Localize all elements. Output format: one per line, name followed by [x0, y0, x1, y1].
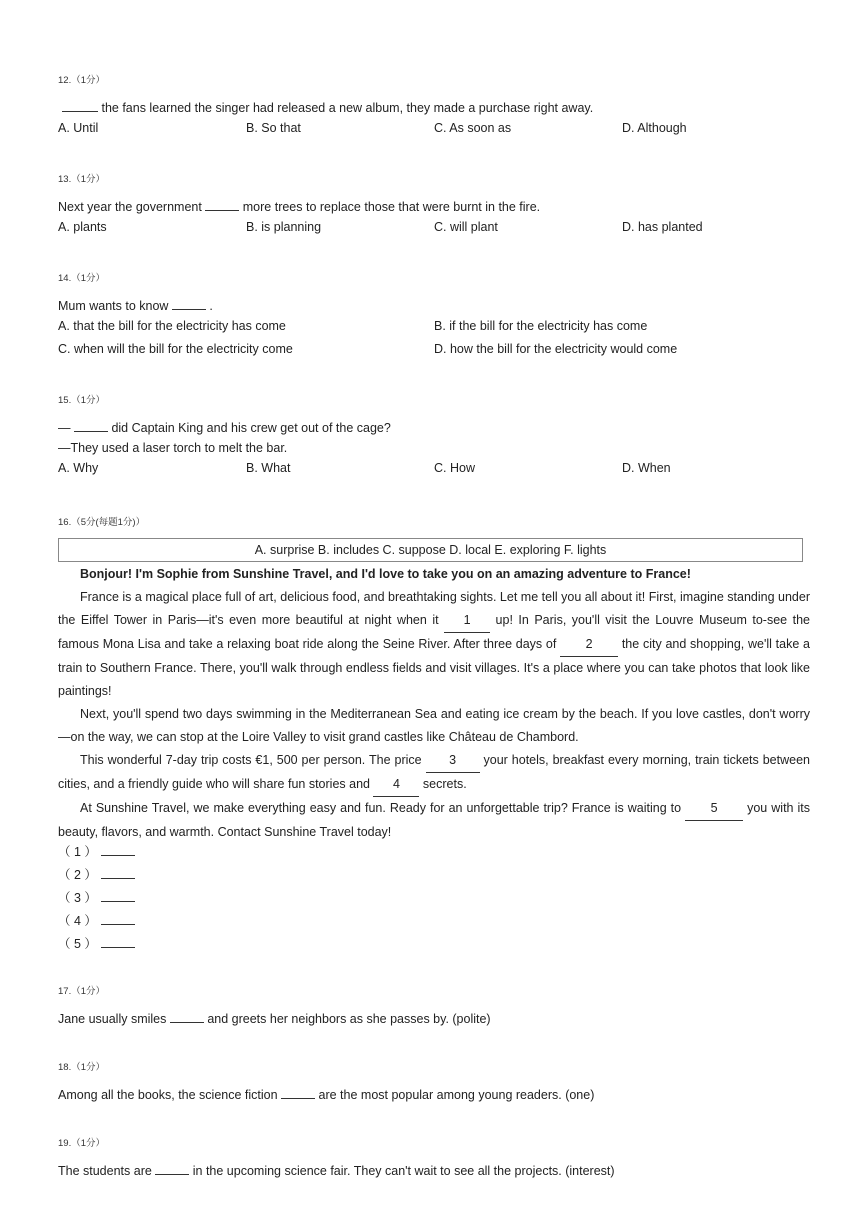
option-c[interactable]: C. As soon as: [434, 121, 512, 135]
answer-line-4: （ 4 ）: [58, 911, 135, 929]
option-c[interactable]: C. will plant: [434, 220, 498, 234]
passage-blank-5[interactable]: 5: [685, 797, 743, 821]
question-12: [58, 72, 811, 139]
option-a[interactable]: A. Why: [58, 461, 99, 475]
question-header: 14.（1分）: [58, 273, 105, 284]
option-b[interactable]: B. if the bill for the electricity has come: [434, 319, 648, 333]
question-18: [58, 1059, 811, 1102]
option-b[interactable]: B. What: [246, 461, 291, 475]
option-d[interactable]: D. how the bill for the electricity would come: [434, 342, 678, 356]
option-c[interactable]: C. when will the bill for the electricity come: [58, 342, 293, 356]
option-b[interactable]: B. So that: [246, 121, 301, 135]
answer-blank[interactable]: [155, 1162, 189, 1175]
option-c[interactable]: C. How: [434, 461, 475, 475]
answer-line-3: （ 3 ）: [58, 888, 135, 906]
question-stem: the fans learned the singer had released a new album, they made a purchase right away.: [58, 99, 811, 115]
answer-blank[interactable]: [62, 99, 98, 112]
question-header: 18.（1分）: [58, 1062, 105, 1073]
question-header: 17.（1分）: [58, 986, 105, 997]
option-d[interactable]: D. Although: [622, 121, 687, 135]
passage-blank-1[interactable]: 1: [444, 609, 490, 633]
option-b[interactable]: B. is planning: [246, 220, 322, 234]
options-row: [58, 220, 811, 238]
passage-paragraph-2: Next, you'll spend two days swimming in the Mediterranean Sea and eating ice cream by the beach. If you love castles, don't worry—on the way, we can stop at the Loire Valley to visit grand castles like Château de Chambord.: [58, 707, 810, 744]
answer-blank[interactable]: [172, 297, 206, 310]
options-row: [58, 342, 811, 360]
answer-blank[interactable]: [205, 198, 239, 211]
options-row: [58, 319, 811, 337]
dialogue-reply: —They used a laser torch to melt the bar.: [58, 441, 288, 455]
question-19: [58, 1135, 811, 1178]
passage-blank-3[interactable]: 3: [426, 749, 480, 773]
question-15: [58, 392, 811, 479]
answer-line-2: （ 2 ）: [58, 865, 135, 883]
answer-blank[interactable]: [74, 419, 108, 432]
question-14: [58, 270, 811, 360]
passage-paragraph-1: France is a magical place full of art, delicious food, and breathtaking sights. Let me tell you all about it! First, imagine standing under the Eiffel Tower in Paris—it's even more beautiful at night when it 1 up! In Paris, you'll visit the Louvre Museum to-see the famous Mona Lisa and take a relaxing boat ride along the Seine River. After three days of 2 the city and shopping, we'll take a train to Southern France. There, you'll walk through endless fields and visit villages. It's a place where you can take photos that look like paintings!: [58, 590, 810, 698]
question-stem: — did Captain King and his crew get out of the cage?: [58, 421, 391, 435]
answer-blank[interactable]: [170, 1010, 204, 1023]
option-d[interactable]: D. When: [622, 461, 671, 475]
word-bank: A. surprise B. includes C. suppose D. local E. exploring F. lights: [58, 538, 803, 562]
question-stem: Among all the books, the science fiction are the most popular among young readers. (one): [58, 1088, 595, 1102]
answer-line-1: （ 1 ）: [58, 842, 135, 860]
option-d[interactable]: D. has planted: [622, 220, 703, 234]
options-row: [58, 121, 811, 139]
answer-line-5: （ 5 ）: [58, 934, 135, 952]
option-a[interactable]: A. plants: [58, 220, 107, 234]
answer-blank[interactable]: [101, 866, 135, 879]
question-header: 19.（1分）: [58, 1138, 105, 1149]
answer-blank[interactable]: [101, 912, 135, 925]
passage-intro: Bonjour! I'm Sophie from Sunshine Travel, and I'd love to take you on an amazing adventure to France!: [80, 567, 691, 581]
question-13: [58, 171, 811, 238]
question-header: 12.（1分）: [58, 75, 105, 86]
question-stem: Jane usually smiles and greets her neighbors as she passes by. (polite): [58, 1012, 491, 1026]
question-17: [58, 983, 811, 1026]
question-16-header: 16.（5分(每题1分)）: [58, 517, 146, 528]
answer-blank[interactable]: [101, 935, 135, 948]
answer-blank[interactable]: [101, 889, 135, 902]
passage-blank-2[interactable]: 2: [560, 633, 618, 657]
option-a[interactable]: A. Until: [58, 121, 99, 135]
answer-blank[interactable]: [101, 843, 135, 856]
question-header: 13.（1分）: [58, 174, 105, 185]
question-stem: The students are in the upcoming science fair. They can't wait to see all the projects. (interest): [58, 1164, 615, 1178]
passage-paragraph-4: At Sunshine Travel, we make everything easy and fun. Ready for an unforgettable trip? France is waiting to 5 you with its beauty, flavors, and warmth. Contact Sunshine Travel today!: [58, 797, 810, 844]
passage-blank-4[interactable]: 4: [373, 773, 419, 797]
passage: [58, 563, 810, 844]
question-header: 15.（1分）: [58, 395, 105, 406]
options-row: [58, 461, 811, 479]
question-stem: Next year the government more trees to replace those that were burnt in the fire.: [58, 200, 541, 214]
answer-blank[interactable]: [281, 1086, 315, 1099]
passage-paragraph-3: This wonderful 7-day trip costs €1, 500 per person. The price 3 your hotels, breakfast every morning, train tickets between cities, and a friendly guide who will share fun stories and 4 secrets.: [58, 749, 810, 797]
question-stem: Mum wants to know .: [58, 299, 213, 313]
option-a[interactable]: A. that the bill for the electricity has come: [58, 319, 286, 333]
